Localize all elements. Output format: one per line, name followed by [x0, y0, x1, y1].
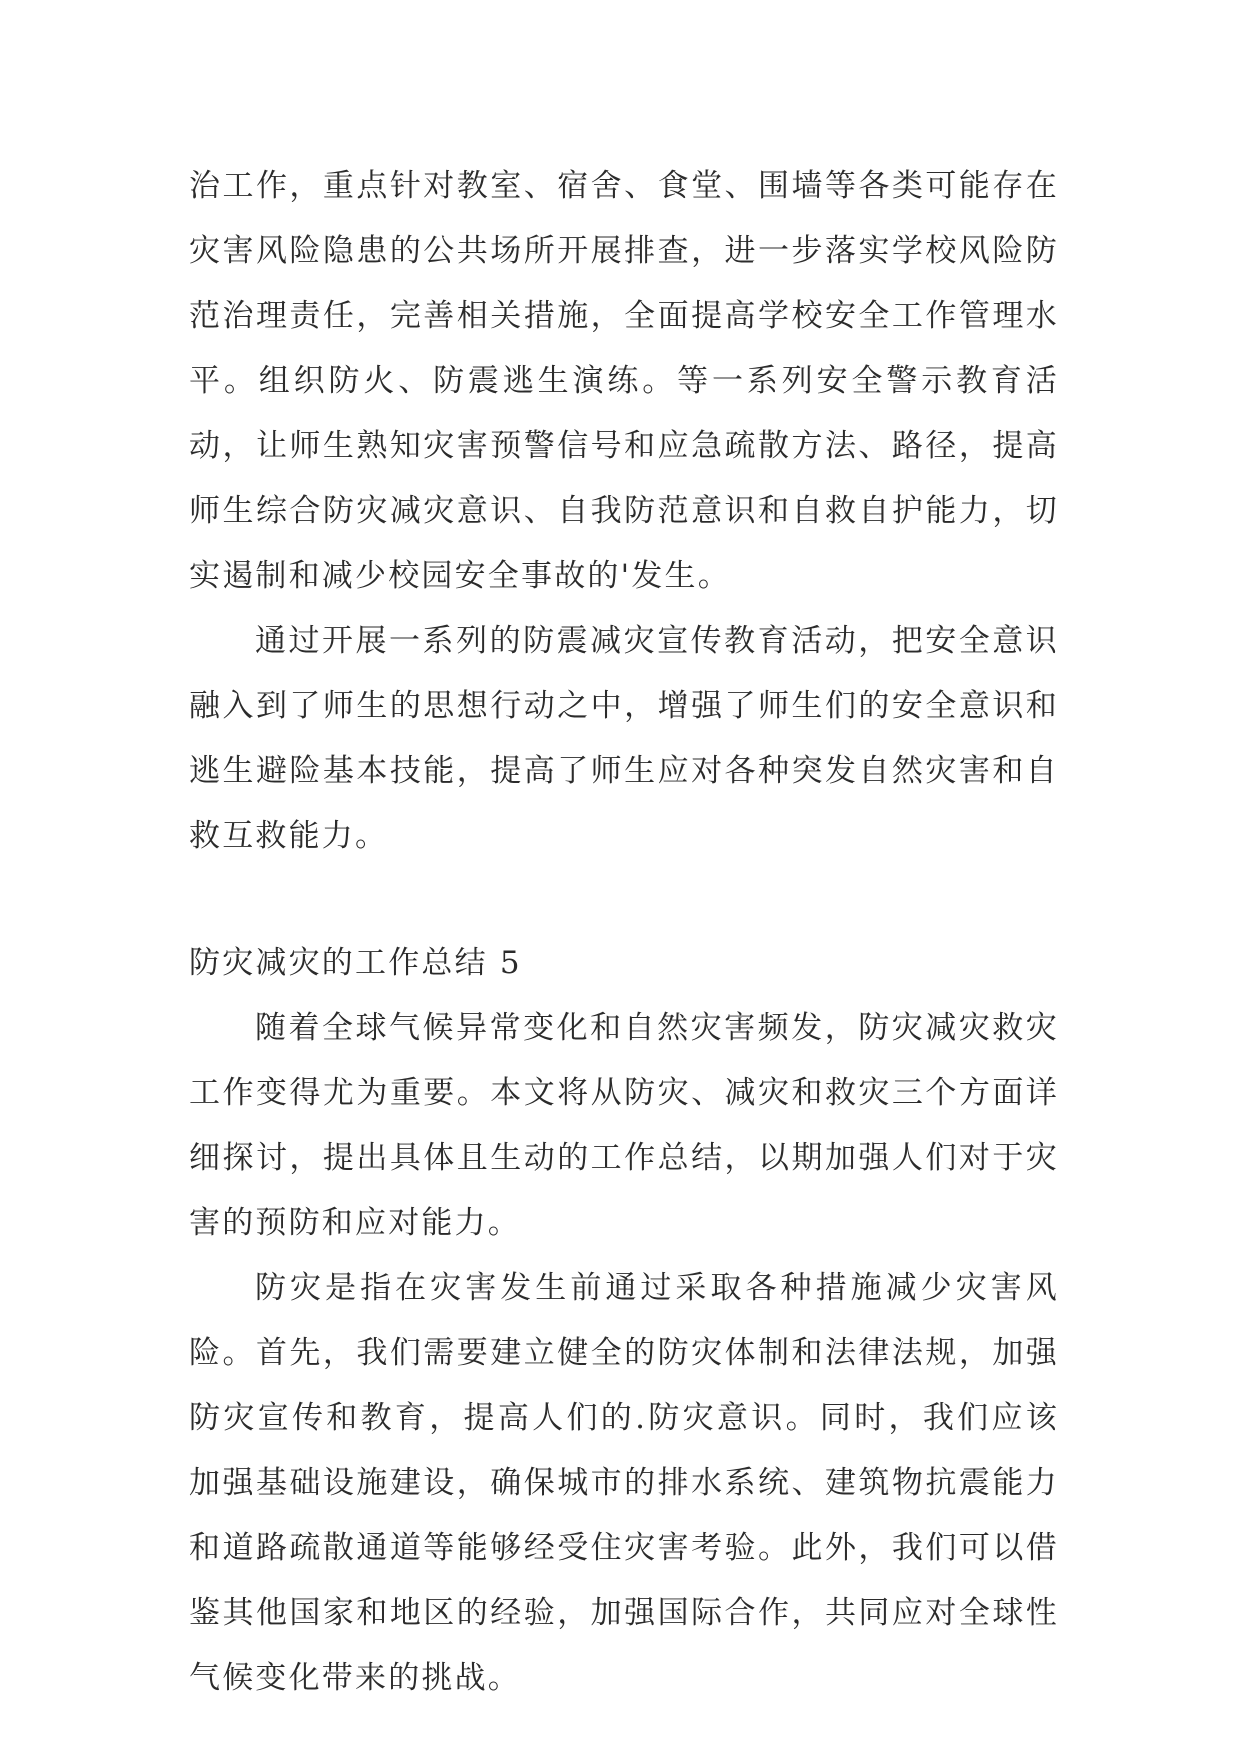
paragraph-drill-summary: 通过开展一系列的防震减灾宣传教育活动，把安全意识融入到了师生的思想行动之中，增强了师生们的安全意识和逃生避险基本技能，提高了师生应对各种突发自然灾害和自救互救能力。 — [189, 623, 1059, 854]
paragraph-continued: 治工作，重点针对教室、宿舍、食堂、围墙等各类可能存在灾害风险隐患的公共场所开展排查，进一步落实学校风险防范治理责任，完善相关措施，全面提高学校安全工作管理水平。组织防火、防震逃生演练。等一系列安全警示教育活动，让师生熟知灾害预警信号和应急疏散方法、路径，提高师生综合防灾减灾意识、自我防范意识和自救自护能力，切实遏制和减少校园安全事故的'发生。 — [189, 168, 1059, 594]
paragraph-prevention: 防灾是指在灾害发生前通过采取各种措施减少灾害风险。首先，我们需要建立健全的防灾体制和法律法规，加强防灾宣传和教育，提高人们的.防灾意识。同时，我们应该加强基础设施建设，确保城市的排水系统、建筑物抗震能力和道路疏散通道等能够经受住灾害考验。此外，我们可以借鉴其他国家和地区的经验，加强国际合作，共同应对全球性气候变化带来的挑战。 — [189, 1270, 1059, 1696]
section-heading: 防灾减灾的工作总结 5 — [189, 945, 522, 981]
document-body — [189, 154, 1059, 1711]
paragraph-intro: 随着全球气候异常变化和自然灾害频发，防灾减灾救灾工作变得尤为重要。本文将从防灾、减灾和救灾三个方面详细探讨，提出具体且生动的工作总结，以期加强人们对于灾害的预防和应对能力。 — [189, 1010, 1059, 1241]
